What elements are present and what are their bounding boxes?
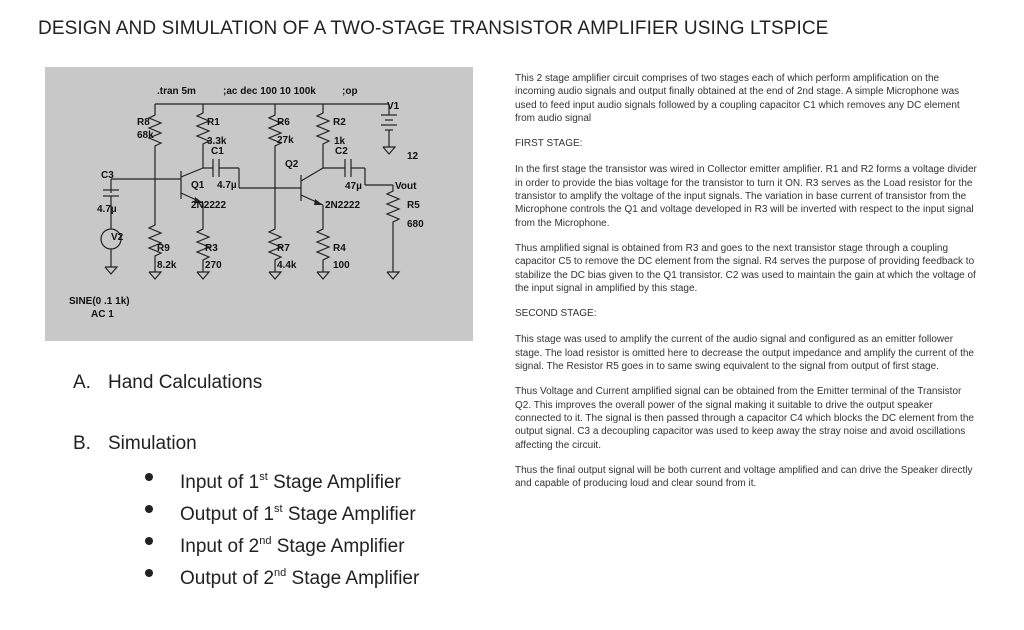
circuit-schematic	[45, 67, 473, 341]
c1-value: 4.7µ	[217, 180, 237, 191]
q2-model: 2N2222	[325, 200, 361, 211]
section-b-label: Simulation	[108, 433, 197, 454]
section-a-label: Hand Calculations	[108, 372, 263, 393]
directive-tran: .tran 5m	[157, 86, 196, 97]
bullet-icon	[145, 537, 153, 545]
c1-name: C1	[211, 146, 224, 157]
r8-name: R8	[137, 117, 150, 128]
r7-value: 4.4k	[277, 260, 297, 271]
directive-ac: ;ac dec 100 10 100k	[223, 86, 316, 97]
second-stage-paragraph-2: Thus Voltage and Current amplified signal can be obtained from the Emitter terminal of the Transistor Q2. This improves the overall power of the signal making it suitable to drive the output speaker connected to it. The signal is then passed through a capacitor C4 which blocks the DC element from the output signal. C3 a decoupling capacitor was used to keep away the stray noise and avoid oscillations affecting the circuit.	[515, 386, 974, 451]
r4-value: 100	[333, 260, 350, 271]
q1-name: Q1	[191, 180, 205, 191]
r8-value: 68k	[137, 130, 154, 141]
section-b-letter: B.	[73, 433, 91, 454]
resistor-r4	[317, 225, 329, 272]
section-a-letter: A.	[73, 372, 91, 393]
bullet-icon	[145, 473, 153, 481]
section-simulation	[73, 433, 197, 455]
bullet-icon	[145, 505, 153, 513]
r5-name: R5	[407, 200, 420, 211]
r9-name: R9	[157, 243, 170, 254]
r3-name: R3	[205, 243, 218, 254]
list-item: Output of 1st Stage Amplifier	[142, 496, 419, 528]
schematic-drawing	[45, 67, 473, 341]
resistor-r5	[387, 185, 399, 272]
bullet-icon	[145, 569, 153, 577]
q1-model: 2N2222	[191, 200, 227, 211]
first-stage-heading: FIRST STAGE:	[515, 138, 583, 150]
c2-name: C2	[335, 146, 348, 157]
intro-paragraph: This 2 stage amplifier circuit comprises of two stages each of which perform amplification on the incoming audio signals and output finally obtained at the end of 2nd stage. A simple Microphone was used to feed input audio signals followed by a coupling capacitor C1 which removes any DC element from audio signal	[515, 73, 960, 124]
c2-value: 47µ	[345, 181, 362, 192]
list-item: Input of 1st Stage Amplifier	[142, 464, 419, 496]
resistor-r2	[317, 104, 329, 168]
r4-name: R4	[333, 243, 346, 254]
net-label-vout: Vout	[395, 181, 417, 192]
second-stage-heading: SECOND STAGE:	[515, 308, 597, 320]
r1-name: R1	[207, 117, 220, 128]
c3-name: C3	[101, 170, 114, 181]
directive-op: ;op	[342, 86, 358, 97]
r2-name: R2	[333, 117, 346, 128]
r3-value: 270	[205, 260, 222, 271]
list-item: Output of 2nd Stage Amplifier	[142, 560, 419, 592]
v2-ac: AC 1	[91, 309, 114, 320]
v2-value: SINE(0 .1 1k)	[69, 296, 130, 307]
r6-value: 27k	[277, 135, 294, 146]
first-stage-paragraph-2: Thus amplified signal is obtained from R3 and goes to the next transistor stage through a coupling capacitor C5 to remove the DC element from the signal. R4 serves the purpose of providing feedback to stabilize the DC bias given to the Q1 transistor. C2 was used to maintain the gain at which the voltage of the input signal in amplified by this stage.	[515, 242, 976, 294]
r1-value: 3.3k	[207, 136, 227, 147]
description-panel	[515, 72, 980, 502]
document-title: DESIGN AND SIMULATION OF A TWO-STAGE TRANSISTOR AMPLIFIER USING LTSPICE	[38, 18, 829, 39]
r5-value: 680	[407, 219, 424, 230]
first-stage-paragraph-1: In the first stage the transistor was wired in Collector emitter amplifier. R1 and R2 forms a voltage divider in order to provide the bias voltage for the transistor to turn it ON. R3 serves as the Load resistor for the transistor to amplify the voltage of the input signals. The variation in base current of transistor from the Microphone controls the Q1 and voltage developed in R3 will be inverted with respect to the input signal from the Microphone.	[515, 164, 977, 229]
r2-value: 1k	[334, 136, 346, 147]
v1-name: V1	[387, 101, 400, 112]
r9-value: 8.2k	[157, 260, 177, 271]
r7-name: R7	[277, 243, 290, 254]
resistor-r8	[149, 104, 161, 179]
v2-name: V2	[111, 232, 124, 243]
c3-value: 4.7µ	[97, 204, 117, 215]
closing-paragraph: Thus the final output signal will be both current and voltage amplified and can drive the Speaker directly and capable of producing loud and clear sound from it.	[515, 464, 973, 490]
v1-value: 12	[407, 151, 419, 162]
resistor-r9	[149, 179, 161, 272]
q2-name: Q2	[285, 159, 299, 170]
second-stage-paragraph-1: This stage was used to amplify the current of the audio signal and configured as an emitter follower stage. The load resistor is omitted here to decrease the output impedance and amplify the current of the signal. The Resistor R5 goes in to same swing equivalent to the signal from output of first stage.	[515, 334, 974, 373]
section-hand-calculations	[73, 372, 262, 394]
r6-name: R6	[277, 117, 290, 128]
list-item: Input of 2nd Stage Amplifier	[142, 528, 419, 560]
simulation-list	[142, 464, 419, 592]
